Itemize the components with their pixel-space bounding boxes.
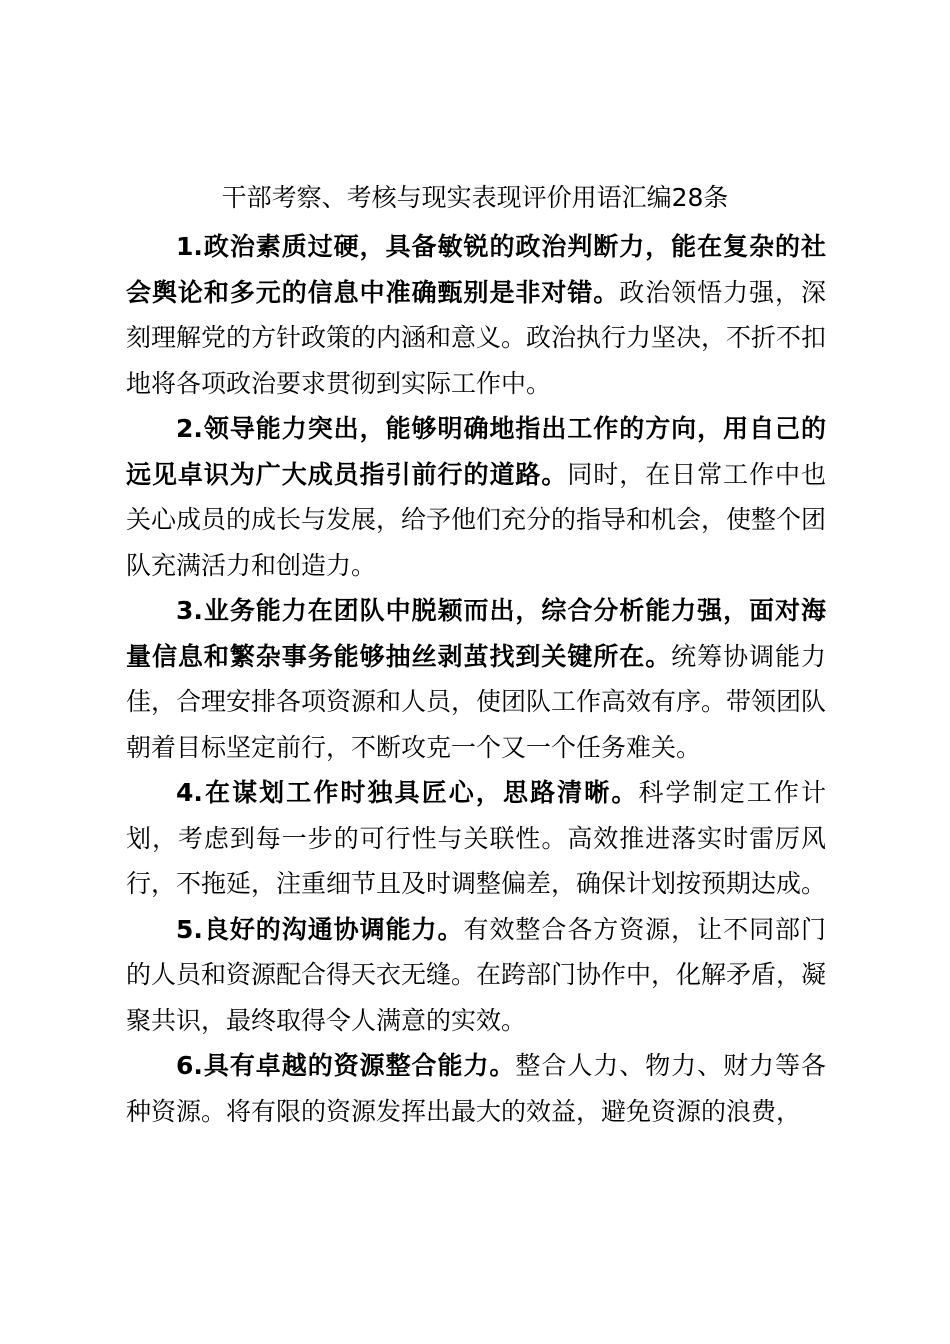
paragraph-4-body: 科学制定工作计划，考虑到每一步的可行性与关联性。高效推进落实时雷厉风行，不拖延，注重细节且及时调整偏差，确保计划按预期达成。 <box>126 778 827 898</box>
paragraph-3-body: 统筹协调能力佳，合理安排各项资源和人员，使团队工作高效有序。带领团队朝着目标坚定前行，不断攻克一个又一个任务难关。 <box>126 641 827 762</box>
paragraph-3 <box>126 588 826 770</box>
paragraph-1 <box>126 224 826 406</box>
document-body <box>126 224 826 1134</box>
paragraph-2-body: 同时，在日常工作中也关心成员的成长与发展，给予他们充分的指导和机会，使整个团队充满活力和创造力。 <box>126 459 827 580</box>
paragraph-5-body: 有效整合各方资源，让不同部门的人员和资源配合得天衣无缝。在跨部门协作中，化解矛盾，凝聚共识，最终取得令人满意的实效。 <box>126 914 827 1035</box>
paragraph-4 <box>126 770 826 907</box>
paragraph-3-lead: 3.业务能力在团队中脱颖而出，综合分析能力强，面对海量信息和繁杂事务能够抽丝剥茧找到关键所在。 <box>126 596 826 671</box>
paragraph-6-lead: 6.具有卓越的资源整合能力。 <box>176 1051 516 1080</box>
paragraph-2-lead: 2.领导能力突出，能够明确地指出工作的方向，用自己的远见卓识为广大成员指引前行的道路。 <box>126 414 826 489</box>
paragraph-1-lead: 1.政治素质过硬，具备敏锐的政治判断力，能在复杂的社会舆论和多元的信息中准确甄别是非对错。 <box>126 232 826 307</box>
paragraph-1-body: 政治领悟力强，深刻理解党的方针政策的内涵和意义。政治执行力坚决，不折不扣地将各项政治要求贯彻到实际工作中。 <box>126 277 827 398</box>
document-title: 干部考察、考核与现实表现评价用语汇编28条 <box>221 183 729 212</box>
paragraph-4-lead: 4.在谋划工作时独具匠心，思路清晰。 <box>176 778 639 807</box>
paragraph-6-body: 整合人力、物力、财力等各种资源。将有限的资源发挥出最大的效益，避免资源的浪费， <box>126 1051 826 1126</box>
paragraph-6 <box>126 1043 826 1134</box>
paragraph-5-lead: 5.良好的沟通协调能力。 <box>176 914 464 944</box>
paragraph-2 <box>126 406 826 588</box>
paragraph-5 <box>126 907 826 1044</box>
